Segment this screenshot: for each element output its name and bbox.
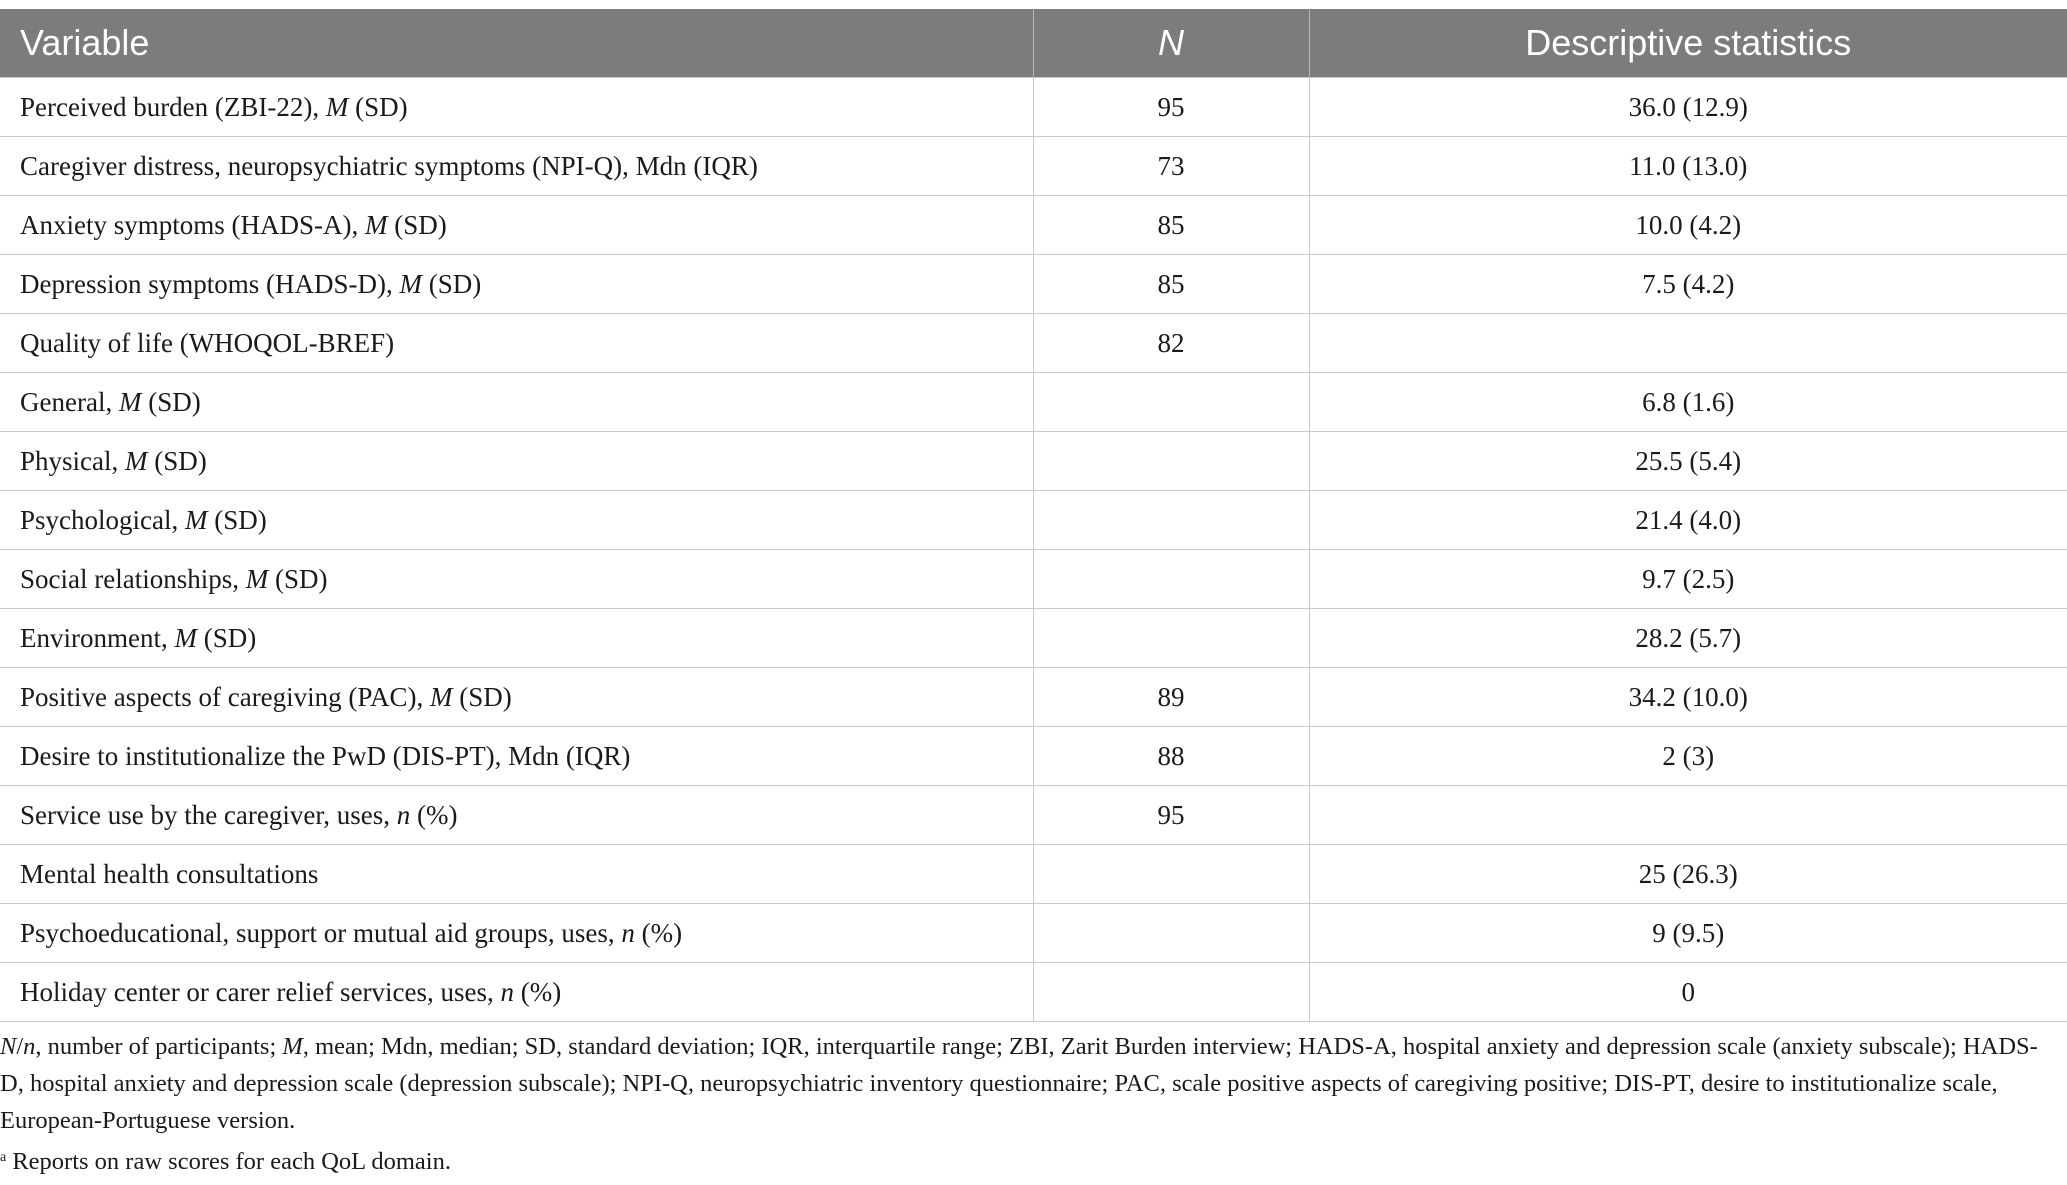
variable-label: Mental health consultations: [20, 858, 319, 889]
cell-variable: [0, 373, 1033, 432]
cell-n: [1033, 963, 1309, 1022]
variable-label: Caregiver distress, neuropsychiatric symptoms (NPI-Q), Mdn (IQR): [20, 150, 758, 181]
cell-variable: [0, 432, 1033, 491]
cell-n: [1033, 432, 1309, 491]
table-row: [0, 786, 2067, 845]
cell-statistic: 6.8 (1.6): [1309, 373, 2067, 432]
cell-statistic: 9.7 (2.5): [1309, 550, 2067, 609]
variable-stat-suffix: (SD): [207, 504, 267, 535]
variable-stat-symbol: n: [500, 976, 515, 1007]
variable-stat-suffix: (SD): [452, 681, 512, 712]
cell-statistic: 28.2 (5.7): [1309, 609, 2067, 668]
cell-statistic: 25 (26.3): [1309, 845, 2067, 904]
cell-statistic: [1309, 314, 2067, 373]
table-row: [0, 550, 2067, 609]
variable-label: Perceived burden (ZBI-22),: [20, 91, 326, 122]
cell-variable: [0, 196, 1033, 255]
cell-statistic: 10.0 (4.2): [1309, 196, 2067, 255]
variable-stat-suffix: (%): [410, 799, 458, 830]
header-variable: Variable: [0, 9, 1033, 78]
variable-stat-suffix: (%): [634, 917, 683, 948]
variable-label: Physical,: [20, 445, 125, 476]
cell-statistic: 11.0 (13.0): [1309, 137, 2067, 196]
variable-stat-symbol: M: [184, 504, 208, 535]
table-row: [0, 196, 2067, 255]
variable-stat-suffix: (SD): [141, 386, 201, 417]
raw-scores-note: [0, 1139, 2040, 1180]
cell-n: 95: [1033, 78, 1309, 137]
variable-stat-symbol: M: [125, 445, 148, 476]
cell-variable: [0, 786, 1033, 845]
variable-stat-suffix: (SD): [421, 268, 482, 299]
variable-stat-suffix: (SD): [387, 209, 447, 240]
cell-statistic: 9 (9.5): [1309, 904, 2067, 963]
variable-stat-symbol: M: [365, 209, 388, 240]
header-descriptive-statistics: Descriptive statistics: [1309, 9, 2067, 78]
variable-label: Psychological,: [20, 504, 185, 535]
table-header-row: [0, 9, 2067, 78]
cell-variable: [0, 845, 1033, 904]
table-row: [0, 727, 2067, 786]
cell-n: [1033, 491, 1309, 550]
table-row: [0, 78, 2067, 137]
variable-stat-symbol: n: [396, 799, 411, 830]
table-row: [0, 255, 2067, 314]
table-row: [0, 137, 2067, 196]
cell-n: 85: [1033, 196, 1309, 255]
variable-label: Service use by the caregiver, uses,: [20, 799, 397, 830]
variable-label: Quality of life (WHOQOL-BREF): [20, 327, 395, 358]
table-row: [0, 904, 2067, 963]
abbr-m: M: [282, 1033, 303, 1060]
variable-stat-symbol: M: [118, 386, 142, 417]
descriptive-statistics-table: [0, 9, 2067, 1022]
variable-stat-symbol: M: [429, 681, 453, 712]
table-row: [0, 373, 2067, 432]
cell-n: 89: [1033, 668, 1309, 727]
variable-label: Depression symptoms (HADS-D),: [20, 268, 400, 299]
variable-label: Holiday center or carer relief services, uses,: [20, 976, 501, 1007]
cell-variable: [0, 491, 1033, 550]
footnote-mark: a: [0, 1150, 7, 1165]
cell-statistic: 2 (3): [1309, 727, 2067, 786]
variable-stat-suffix: (%): [514, 976, 562, 1007]
variable-stat-symbol: M: [399, 268, 422, 299]
cell-n: [1033, 845, 1309, 904]
variable-stat-suffix: (SD): [196, 622, 257, 653]
cell-variable: [0, 668, 1033, 727]
cell-n: 85: [1033, 255, 1309, 314]
variable-stat-symbol: M: [325, 91, 349, 122]
cell-statistic: [1309, 786, 2067, 845]
table-footnotes: [0, 1028, 2040, 1180]
cell-n: [1033, 373, 1309, 432]
cell-variable: [0, 78, 1033, 137]
abbr-n-lower: n: [23, 1033, 36, 1060]
variable-label: General,: [20, 386, 119, 417]
cell-variable: [0, 255, 1033, 314]
cell-n: [1033, 904, 1309, 963]
table-container: [0, 9, 2067, 1022]
table-row: [0, 963, 2067, 1022]
abbr-rest: , mean; Mdn, median; SD, standard deviation; IQR, interquartile range; ZBI, Zarit Burden interview; HADS-A, hospital anxiety and depression scale (anxiety subscale); HADS-D, hospital anxiety and depression scale (depression subscale); NPI-Q, neuropsychiatric inventory questionnaire; PAC, scale positive aspects of caregiving positive; DIS-PT, desire to institutionalize scale, European-Portuguese version.: [0, 1033, 2038, 1134]
cell-statistic: 25.5 (5.4): [1309, 432, 2067, 491]
variable-stat-suffix: (SD): [348, 91, 408, 122]
variable-label: Desire to institutionalize the PwD (DIS-PT), Mdn (IQR): [20, 740, 631, 771]
variable-label: Anxiety symptoms (HADS-A),: [20, 209, 365, 240]
cell-n: 88: [1033, 727, 1309, 786]
abbr-slash: /: [16, 1033, 24, 1060]
table-row: [0, 845, 2067, 904]
cell-variable: [0, 963, 1033, 1022]
variable-label: Positive aspects of caregiving (PAC),: [20, 681, 430, 712]
footnote-text: Reports on raw scores for each QoL domain.: [6, 1148, 451, 1175]
abbr-n-upper: N: [0, 1033, 17, 1060]
table-body: [0, 78, 2067, 1022]
abbr-n-def: , number of participants;: [35, 1033, 283, 1060]
variable-stat-symbol: M: [174, 622, 197, 653]
abbreviations-note: [0, 1028, 2040, 1139]
cell-n: [1033, 609, 1309, 668]
cell-variable: [0, 314, 1033, 373]
table-row: [0, 314, 2067, 373]
cell-n: 73: [1033, 137, 1309, 196]
cell-statistic: 0: [1309, 963, 2067, 1022]
table-row: [0, 609, 2067, 668]
cell-variable: [0, 550, 1033, 609]
table-row: [0, 432, 2067, 491]
cell-variable: [0, 137, 1033, 196]
variable-stat-symbol: M: [245, 563, 269, 594]
table-row: [0, 668, 2067, 727]
cell-statistic: 21.4 (4.0): [1309, 491, 2067, 550]
cell-variable: [0, 904, 1033, 963]
variable-stat-suffix: (SD): [147, 445, 207, 476]
variable-label: Environment,: [20, 622, 175, 653]
variable-stat-suffix: (SD): [268, 563, 328, 594]
cell-variable: [0, 727, 1033, 786]
cell-variable: [0, 609, 1033, 668]
variable-label: Social relationships,: [20, 563, 246, 594]
variable-stat-symbol: n: [621, 917, 635, 948]
cell-statistic: 34.2 (10.0): [1309, 668, 2067, 727]
cell-n: 95: [1033, 786, 1309, 845]
variable-label: Psychoeducational, support or mutual aid groups, uses,: [20, 917, 622, 948]
cell-n: 82: [1033, 314, 1309, 373]
cell-n: [1033, 550, 1309, 609]
header-n: N: [1033, 9, 1309, 78]
cell-statistic: 7.5 (4.2): [1309, 255, 2067, 314]
table-row: [0, 491, 2067, 550]
cell-statistic: 36.0 (12.9): [1309, 78, 2067, 137]
